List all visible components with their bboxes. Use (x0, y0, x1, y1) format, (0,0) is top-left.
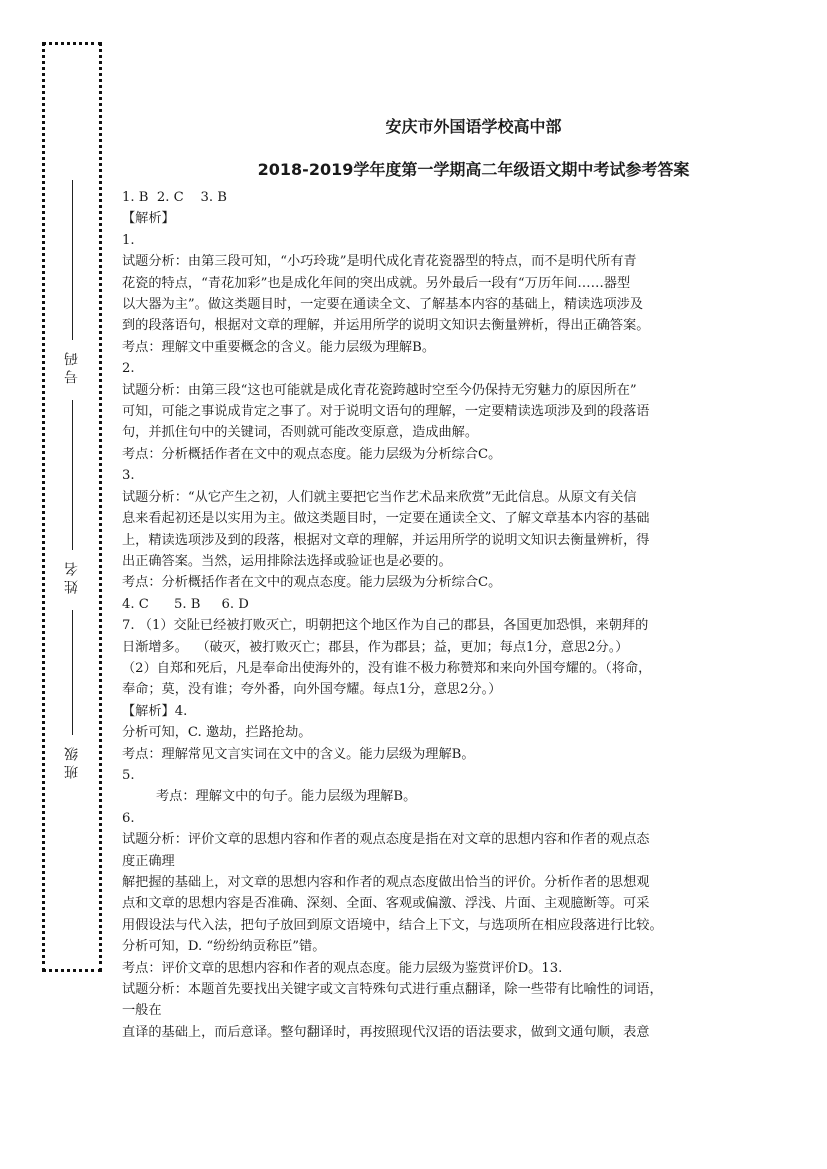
text-line: 试题分析：“从它产生之初，人们就主要把它当作艺术品来欣赏”无此信息。从原文有关信 (122, 489, 637, 505)
text-line: 试题分析：由第三段可知，“小巧玲珑”是明代成化青花瓷器型的特点，而不是明代所有青 (122, 254, 637, 270)
text-line: 考点：理解文中重要概念的含义。能力层级为理解B。 (122, 339, 436, 355)
text-line: 直译的基础上，而后意译。整句翻译时，再按照现代汉语的语法要求，做到文通句顺，表意 (122, 1024, 650, 1040)
text-line: 一般在 (122, 1003, 162, 1019)
text-line: 用假设法与代入法，把句子放回到原文语境中，结合上下文，与选项所在相应段落进行比较。 (122, 917, 663, 933)
text-line: 句，并抓住句中的关键词，否则就可能改变原意，造成曲解。 (122, 425, 479, 441)
text-line: 解把握的基础上，对文章的思想内容和作者的观点态度做出恰当的评价。分析作者的思想观 (122, 875, 650, 890)
page-title: 2018-2019学年度第一学期高二年级语文期中考试参考答案 (257, 160, 690, 179)
text-line: 试题分析：由第三段“这也可能就是成化青花瓷跨越时空至今仍保持无穷魅力的原因所在” (122, 382, 637, 398)
text-line: 以大器为主”。做这类题目时，一定要在通读全文、了解基本内容的基础上，精读选项涉及 (122, 297, 644, 313)
text-line: 日渐增多。 （破灭，被打败灭亡；郡县，作为郡县；益，更加；每点1分，意思2分。） (122, 639, 629, 655)
text-line: 息来看起初还是以实用为主。做这类题目时，一定要在通读全文、了解文章基本内容的基础 (122, 511, 650, 527)
name-field (60, 400, 86, 600)
number-line (72, 180, 73, 340)
text-line: 【解析】4. (122, 703, 188, 719)
school-name: 安庆市外国语学校高中部 (385, 117, 562, 136)
name-line (72, 400, 73, 550)
text-line: 到的段落语句，根据对文章的理解，并运用所学的说明文知识去衡量辨析，得出正确答案。 (122, 318, 650, 334)
text-line: 6. (122, 810, 135, 826)
text-line: 度正确理 (122, 853, 175, 869)
text-line: 奉命；莫，没有谁；夸外番，向外国夸耀。每点1分，意思2分。） (122, 682, 502, 698)
text-line: 考点：理解文中的句子。能力层级为理解B。 (156, 789, 417, 805)
text-line: 3. (122, 468, 135, 484)
text-line: 2. (122, 361, 135, 377)
text-line: 出正确答案。当然，运用排除法选择或验证也是必要的。 (122, 553, 452, 569)
text-line: 考点：评价文章的思想内容和作者的观点态度。能力层级为鉴赏评价D。13. (122, 960, 563, 976)
text-line: 可知，可能之事说成肯定之事了。对于说明文语句的理解，一定要精读选项涉及到的段落语 (122, 404, 650, 420)
text-line: 7. （1）交阯已经被打败灭亡，明朝把这个地区作为自己的郡县，各国更加恐惧，来朝拜的 (122, 618, 649, 634)
text-line: 1. B 2. C 3. B (122, 190, 227, 205)
text-line: 1. (122, 232, 135, 248)
answer-content (122, 187, 704, 1043)
text-line: 考点：分析概括作者在文中的观点态度。能力层级为分析综合C。 (122, 446, 502, 462)
number-field (60, 180, 86, 390)
text-line: 试题分析：评价文章的思想内容和作者的观点态度是指在对文章的思想内容和作者的观点态 (122, 832, 650, 848)
text-line: 花瓷的特点，“青花加彩”也是成化年间的突出成就。另外最后一段有“万历年间……器型 (122, 275, 631, 291)
text-line: （2）自郑和死后，凡是奉命出使海外的，没有谁不极力称赞郑和来向外国夸耀的。（将命， (122, 660, 652, 676)
class-line (72, 610, 73, 735)
text-line: 考点：理解常见文言实词在文中的含义。能力层级为理解B。 (122, 746, 475, 762)
number-label: 号码 (64, 348, 80, 384)
text-line: 分析可知，C. 邀劫，拦路抢劫。 (122, 725, 312, 741)
text-line: 5. (122, 767, 135, 783)
text-line: 上，精读选项涉及到的段落，根据对文章的理解，并运用所学的说明文知识去衡量辨析，得 (122, 532, 650, 548)
name-label: 姓名 (64, 558, 80, 594)
text-line: 考点：分析概括作者在文中的观点态度。能力层级为分析综合C。 (122, 575, 502, 591)
text-line: 【解析】 (122, 211, 175, 227)
text-line: 4. C 5. B 6. D (122, 596, 249, 612)
class-field (60, 610, 86, 790)
text-line: 点和文章的思想内容是否准确、深刻、全面、客观或偏激、浮浅、片面、主观臆断等。可采 (122, 896, 650, 912)
class-label: 班级 (64, 743, 80, 779)
text-line: 试题分析：本题首先要找出关键字或文言特殊句式进行重点翻译，除一些带有比喻性的词语， (122, 982, 663, 998)
text-line: 分析可知，D. “纷纷纳贡称臣”错。 (122, 939, 326, 955)
